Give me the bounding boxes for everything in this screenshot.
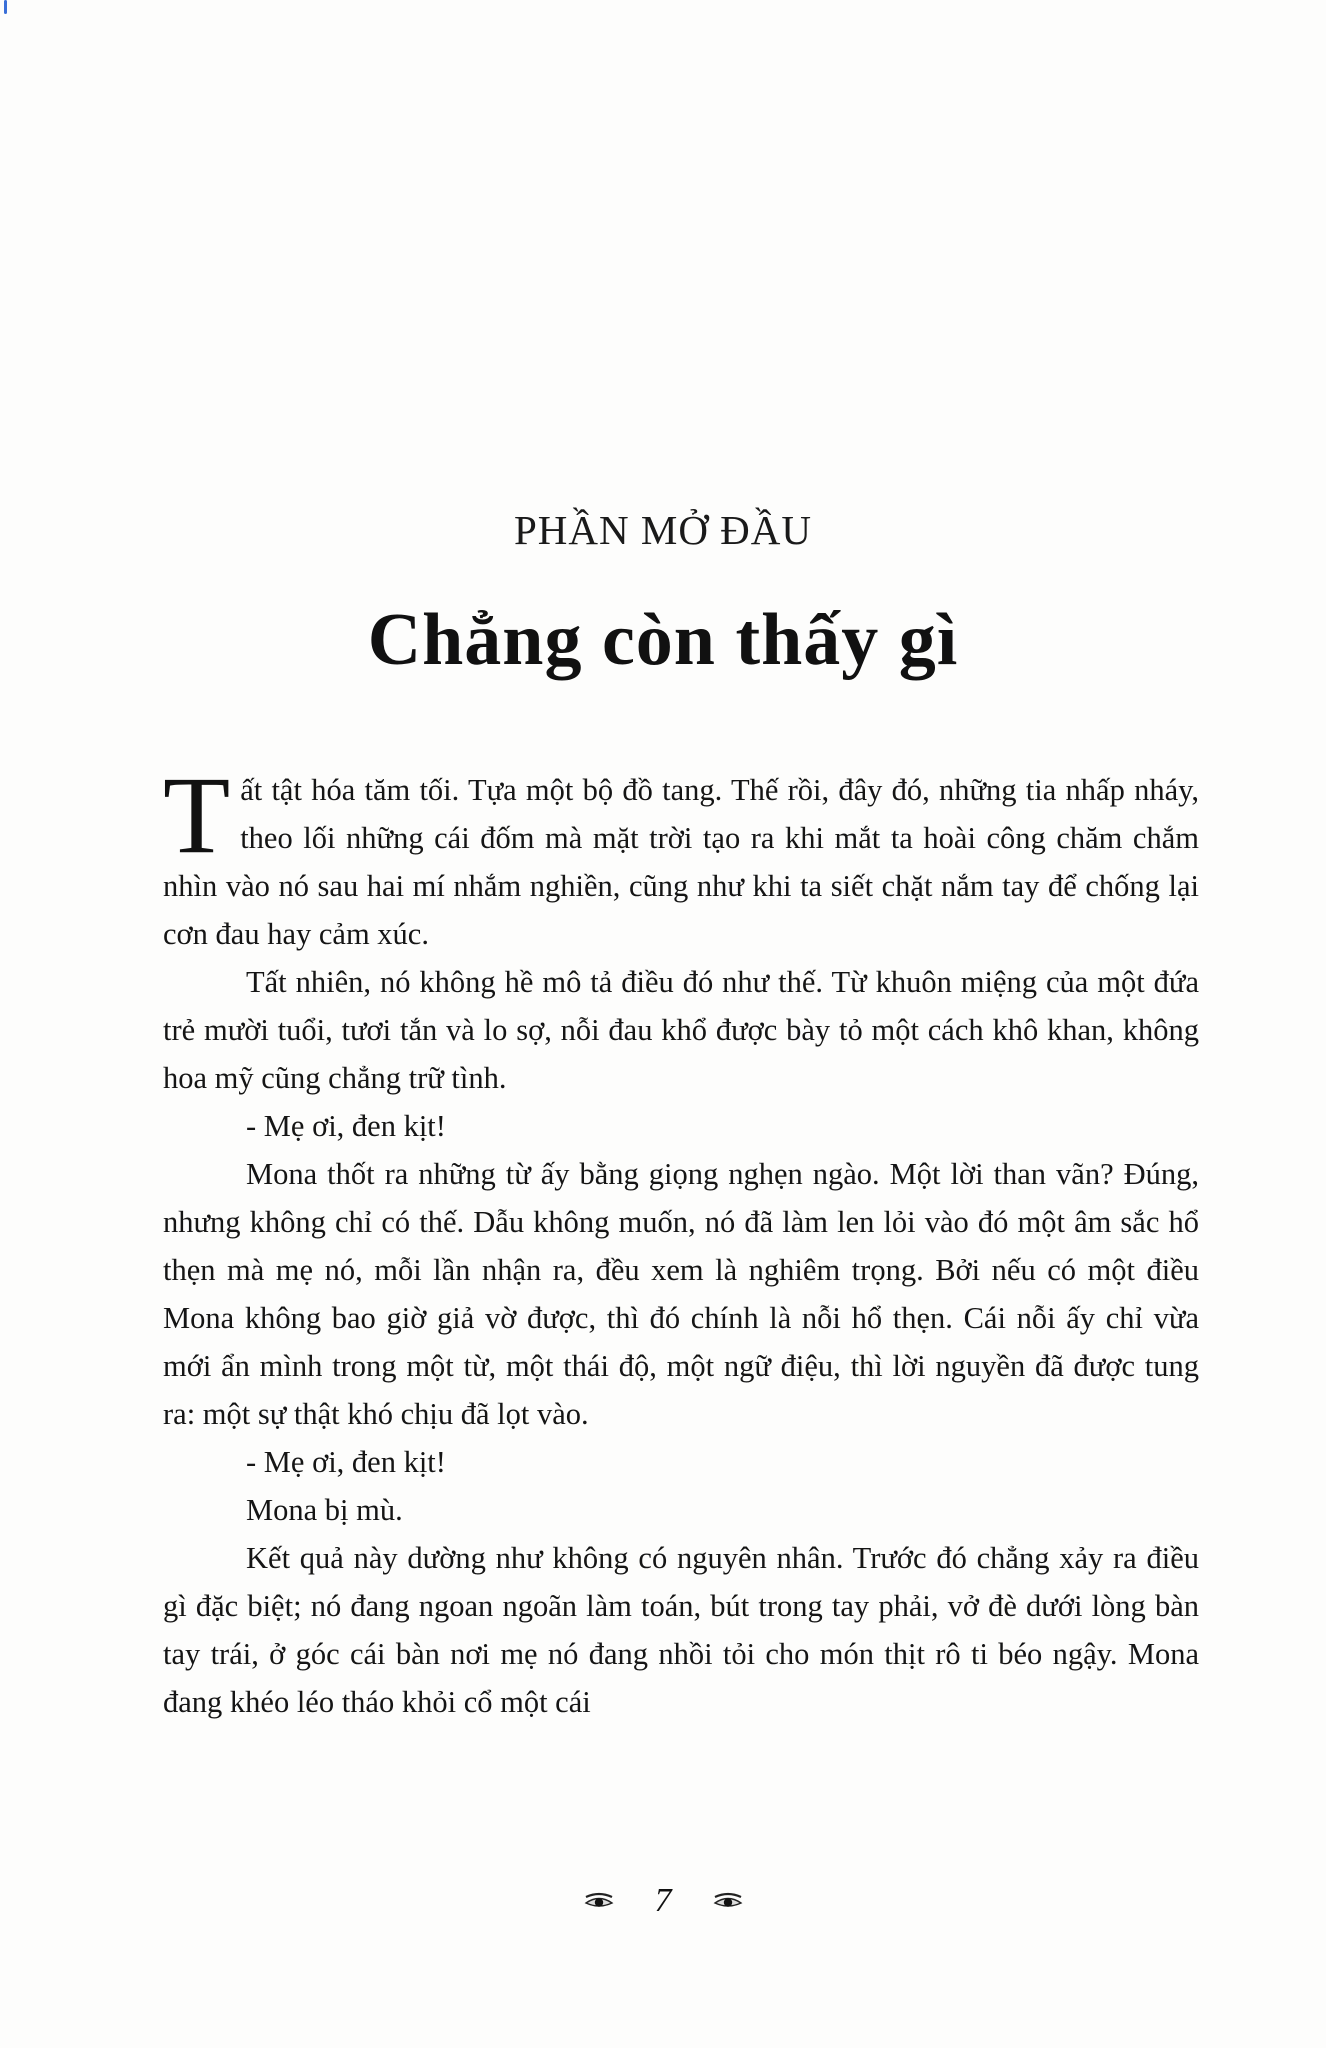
scan-artifact: [4, 0, 7, 14]
bleed-through-text: [160, 170, 1200, 218]
chapter-label: PHẦN MỞ ĐẦU: [513, 507, 813, 554]
dialogue-line: - Mẹ ơi, đen kịt!: [246, 1109, 446, 1143]
paragraph: Mona bị mù.: [246, 1493, 403, 1527]
eye-icon: [583, 1892, 615, 1910]
page-number: 7: [654, 1882, 672, 1919]
dialogue-line: - Mẹ ơi, đen kịt!: [246, 1445, 446, 1479]
chapter-title: Chẳng còn thấy gì: [367, 598, 959, 681]
drop-cap: T: [163, 754, 231, 876]
page-footer: [0, 1882, 1326, 1920]
body-text: [163, 754, 1199, 1726]
paragraph: Kết quả này dường như không có nguyên nhân. Trước đó chẳng xảy ra điều gì đặc biệt; nó đang ngoan ngoãn làm toán, bút trong tay phải, vở đè dưới lòng bàn tay trái, ở góc cái bàn nơi mẹ nó đang nhồi tỏi cho món thịt rô ti béo ngậy. Mona đang khéo léo tháo khỏi cổ một cái: [163, 1541, 1199, 1719]
paragraph: Tất nhiên, nó không hề mô tả điều đó như thế. Từ khuôn miệng của một đứa trẻ mười tuổi, tươi tắn và lo sợ, nỗi đau khổ được bày tỏ một cách khô khan, không hoa mỹ cũng chẳng trữ tình.: [163, 965, 1199, 1095]
paragraph: Mona thốt ra những từ ấy bằng giọng nghẹn ngào. Một lời than vãn? Đúng, nhưng không chỉ có thế. Dẫu không muốn, nó đã làm len lỏi vào đó một âm sắc hổ thẹn mà mẹ nó, mỗi lần nhận ra, đều xem là nghiêm trọng. Bởi nếu có một điều Mona không bao giờ giả vờ được, thì đó chính là nỗi hổ thẹn. Cái nỗi ấy chỉ vừa mới ẩn mình trong một từ, một thái độ, một ngữ điệu, thì lời nguyền đã được tung ra: một sự thật khó chịu đã lọt vào.: [163, 1157, 1199, 1431]
paragraph: Tất tật hóa tăm tối. Tựa một bộ đồ tang. Thế rồi, đây đó, những tia nhấp nháy, theo lối những cái đốm mà mặt trời tạo ra khi mắt ta hoài công chăm chắm nhìn vào nó sau hai mí nhắm nghiền, cũng như khi ta siết chặt nắm tay để chống lại cơn đau hay cảm xúc.: [163, 754, 1199, 951]
eye-icon: [712, 1892, 744, 1910]
